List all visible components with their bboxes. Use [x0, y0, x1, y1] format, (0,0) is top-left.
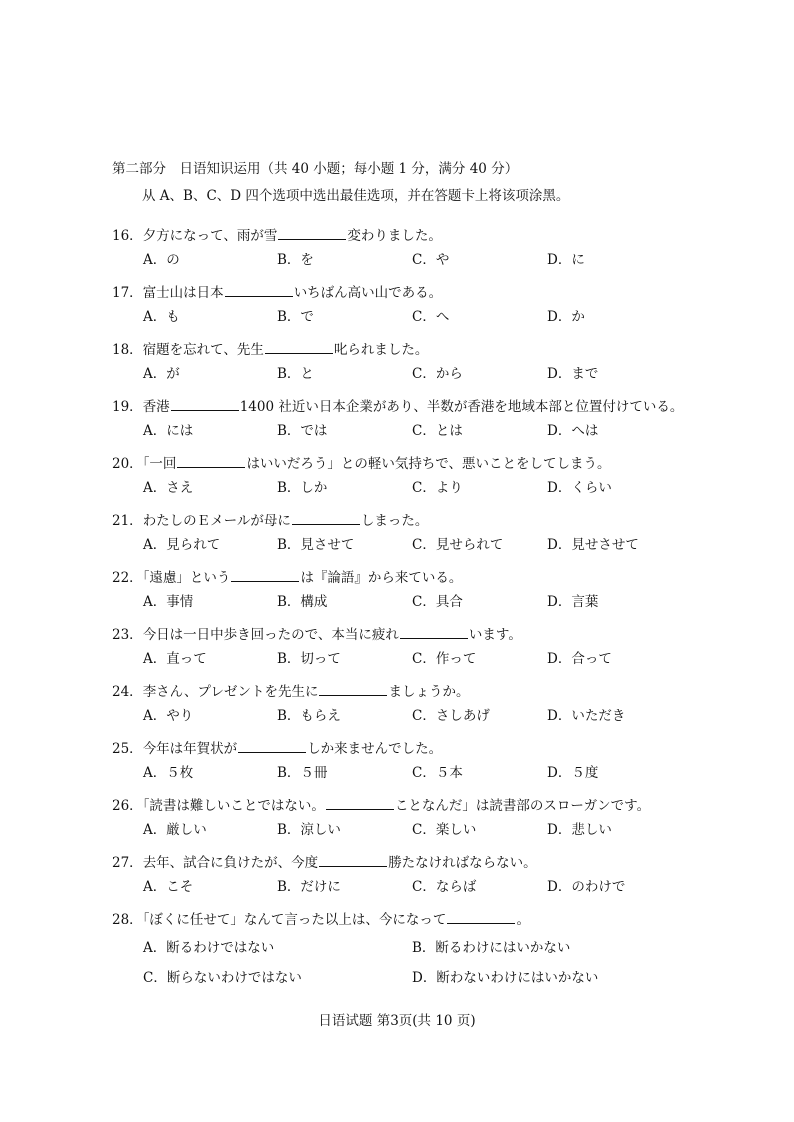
option-c: C．５本 [412, 765, 463, 781]
question-number: 20． [112, 456, 143, 472]
option-a: A．の [143, 252, 180, 268]
option-d: D．言葉 [547, 594, 599, 610]
option-c: C．へ [412, 309, 450, 325]
question-stem [112, 226, 712, 246]
page-footer: 日语试题 第3页(共 10 页) [318, 1013, 476, 1029]
question-stem [112, 910, 712, 930]
option-a: A．やり [143, 708, 194, 724]
option-c: C．から [412, 366, 463, 382]
option-b: B．涼しい [277, 822, 341, 838]
question-26 [112, 796, 712, 853]
question-stem [112, 853, 712, 873]
question-text-after: 1400 社近い日本企業があり、半数が香港を地域本部と位置付けている。 [239, 399, 684, 415]
option-b: B．しか [277, 480, 328, 496]
option-d: D．くらい [547, 480, 612, 496]
question-20 [112, 454, 712, 511]
question-25 [112, 739, 712, 796]
option-b: B．で [277, 309, 314, 325]
option-row [112, 250, 712, 272]
option-b: B．と [277, 366, 314, 382]
question-text-before: 「一回 [142, 456, 177, 472]
question-number: 24． [112, 684, 143, 700]
question-24 [112, 682, 712, 739]
question-text-before: 夕方になって、雨が雪 [142, 228, 278, 244]
option-b: B．もらえ [277, 708, 341, 724]
question-text-after: いちばん高い山である。 [293, 285, 443, 301]
option-d: D．に [547, 252, 585, 268]
question-number: 18． [112, 342, 143, 358]
option-c: C．さしあげ [412, 708, 490, 724]
option-d: D．まで [547, 366, 599, 382]
option-row [112, 307, 712, 329]
option-a: A．には [143, 423, 194, 439]
option-d: D．悲しい [547, 822, 612, 838]
question-21 [112, 511, 712, 568]
option-d: D．のわけで [547, 879, 626, 895]
question-text-after: 勝たなければならない。 [388, 855, 537, 871]
question-22 [112, 568, 712, 625]
answer-blank [238, 739, 306, 753]
option-row [112, 364, 712, 386]
question-number: 17． [112, 285, 143, 301]
option-c: C．楽しい [412, 822, 477, 838]
option-b: B．見させて [277, 537, 355, 553]
question-text-after: は『論語』から来ている。 [300, 570, 463, 586]
question-text-after: います。 [468, 627, 522, 643]
question-number: 16． [112, 228, 143, 244]
option-c: C．具合 [412, 594, 463, 610]
answer-blank [231, 568, 299, 582]
answer-blank [278, 226, 346, 240]
question-text-before: わたしのＥメールが母に [142, 513, 291, 529]
question-text-after: ことなんだ」は読書部のスローガンです。 [394, 798, 651, 814]
option-c: C．見せられて [412, 537, 504, 553]
option-row [112, 763, 712, 785]
answer-blank [319, 682, 387, 696]
question-stem [112, 397, 712, 417]
question-text-after: はいいだろう」との軽い気持ちで、悪いことをしてしまう。 [246, 456, 611, 472]
question-number: 22． [112, 570, 143, 586]
answer-blank [319, 853, 387, 867]
option-b: B．を [277, 252, 314, 268]
question-text-after: しか来ませんでした。 [307, 741, 443, 757]
question-stem [112, 682, 712, 702]
question-18 [112, 340, 712, 397]
question-stem [112, 454, 712, 474]
option-a: A．こそ [143, 879, 194, 895]
question-text-after: しまった。 [360, 513, 429, 529]
section-instructions: 从 A、B、C、D 四个选项中选出最佳选项，并在答题卡上将该项涂黑。 [142, 188, 570, 204]
option-c: C．より [412, 480, 463, 496]
question-text-before: 「読書は難しいことではない。 [142, 798, 325, 814]
question-text-before: 富士山は日本 [142, 285, 224, 301]
option-d: D．見せさせて [547, 537, 639, 553]
question-text-after: 叱られました。 [333, 342, 429, 358]
option-a: A．が [143, 366, 180, 382]
option-c: C．作って [412, 651, 477, 667]
option-row [112, 820, 712, 842]
option-row [112, 592, 712, 614]
answer-blank [225, 283, 293, 297]
answer-blank [447, 910, 515, 924]
question-text-before: 李さん、プレゼントを先生に [142, 684, 319, 700]
option-d: D．いただき [547, 708, 626, 724]
question-text-before: 宿題を忘れて、先生 [142, 342, 264, 358]
question-text-before: 今日は一日中歩き回ったので、本当に疲れ [142, 627, 399, 643]
option-b: B．では [277, 423, 328, 439]
question-17 [112, 283, 712, 340]
option-c: C．断らないわけではない [143, 970, 302, 986]
option-a: A．事情 [143, 594, 194, 610]
option-b: B．５冊 [277, 765, 328, 781]
question-number: 21． [112, 513, 143, 529]
option-a: A．さえ [143, 480, 194, 496]
question-text-after: 変わりました。 [347, 228, 442, 244]
option-d: D．へは [547, 423, 599, 439]
option-d: D．か [547, 309, 585, 325]
question-number: 25． [112, 741, 143, 757]
question-number: 19． [112, 399, 143, 415]
question-16 [112, 226, 712, 283]
option-b: B．だけに [277, 879, 341, 895]
option-row [112, 478, 712, 500]
question-text-after: 。 [516, 912, 530, 928]
option-a: A．見られて [143, 537, 221, 553]
option-row [112, 649, 712, 671]
option-b: B．構成 [277, 594, 328, 610]
question-stem [112, 568, 712, 588]
option-a: A．５枚 [143, 765, 194, 781]
option-a: A．厳しい [143, 822, 207, 838]
option-b: B．断るわけにはいかない [412, 940, 571, 956]
question-stem [112, 283, 712, 303]
option-row [112, 706, 712, 728]
question-text-before: 今年は年賀状が [142, 741, 238, 757]
option-a: A．断るわけではない [143, 940, 275, 956]
option-row [112, 968, 712, 990]
question-list [112, 226, 712, 1000]
option-c: C．とは [412, 423, 463, 439]
answer-blank [171, 397, 239, 411]
question-text-before: 「遠慮」という [142, 570, 231, 586]
question-19 [112, 397, 712, 454]
option-d: D．断わないわけにはいかない [412, 970, 599, 986]
option-c: C．ならば [412, 879, 477, 895]
option-row [112, 421, 712, 443]
question-number: 23． [112, 627, 143, 643]
question-27 [112, 853, 712, 910]
option-row [112, 938, 712, 960]
answer-blank [265, 340, 333, 354]
question-text-before: 去年、試合に負けたが、今度 [142, 855, 319, 871]
question-23 [112, 625, 712, 682]
question-number: 27． [112, 855, 143, 871]
option-b: B．切って [277, 651, 341, 667]
option-a: A．直って [143, 651, 207, 667]
option-a: A．も [143, 309, 180, 325]
question-text-before: 香港 [142, 399, 170, 415]
question-stem [112, 340, 712, 360]
section-header: 第二部分 日语知识运用（共 40 小题；每小题 1 分，满分 40 分） [112, 161, 519, 177]
question-stem [112, 625, 712, 645]
answer-blank [400, 625, 468, 639]
option-d: D．５度 [547, 765, 599, 781]
option-d: D．合って [547, 651, 612, 667]
question-stem [112, 739, 712, 759]
question-text-after: ましょうか。 [388, 684, 470, 700]
option-row [112, 877, 712, 899]
question-number: 28． [112, 912, 143, 928]
question-28 [112, 910, 712, 1000]
question-stem [112, 796, 712, 816]
option-c: C．や [412, 252, 450, 268]
question-number: 26． [112, 798, 143, 814]
question-stem [112, 511, 712, 531]
answer-blank [177, 454, 245, 468]
option-row [112, 535, 712, 557]
answer-blank [292, 511, 360, 525]
question-text-before: 「ぼくに任せて」なんて言った以上は、今になって [142, 912, 447, 928]
answer-blank [326, 796, 394, 810]
